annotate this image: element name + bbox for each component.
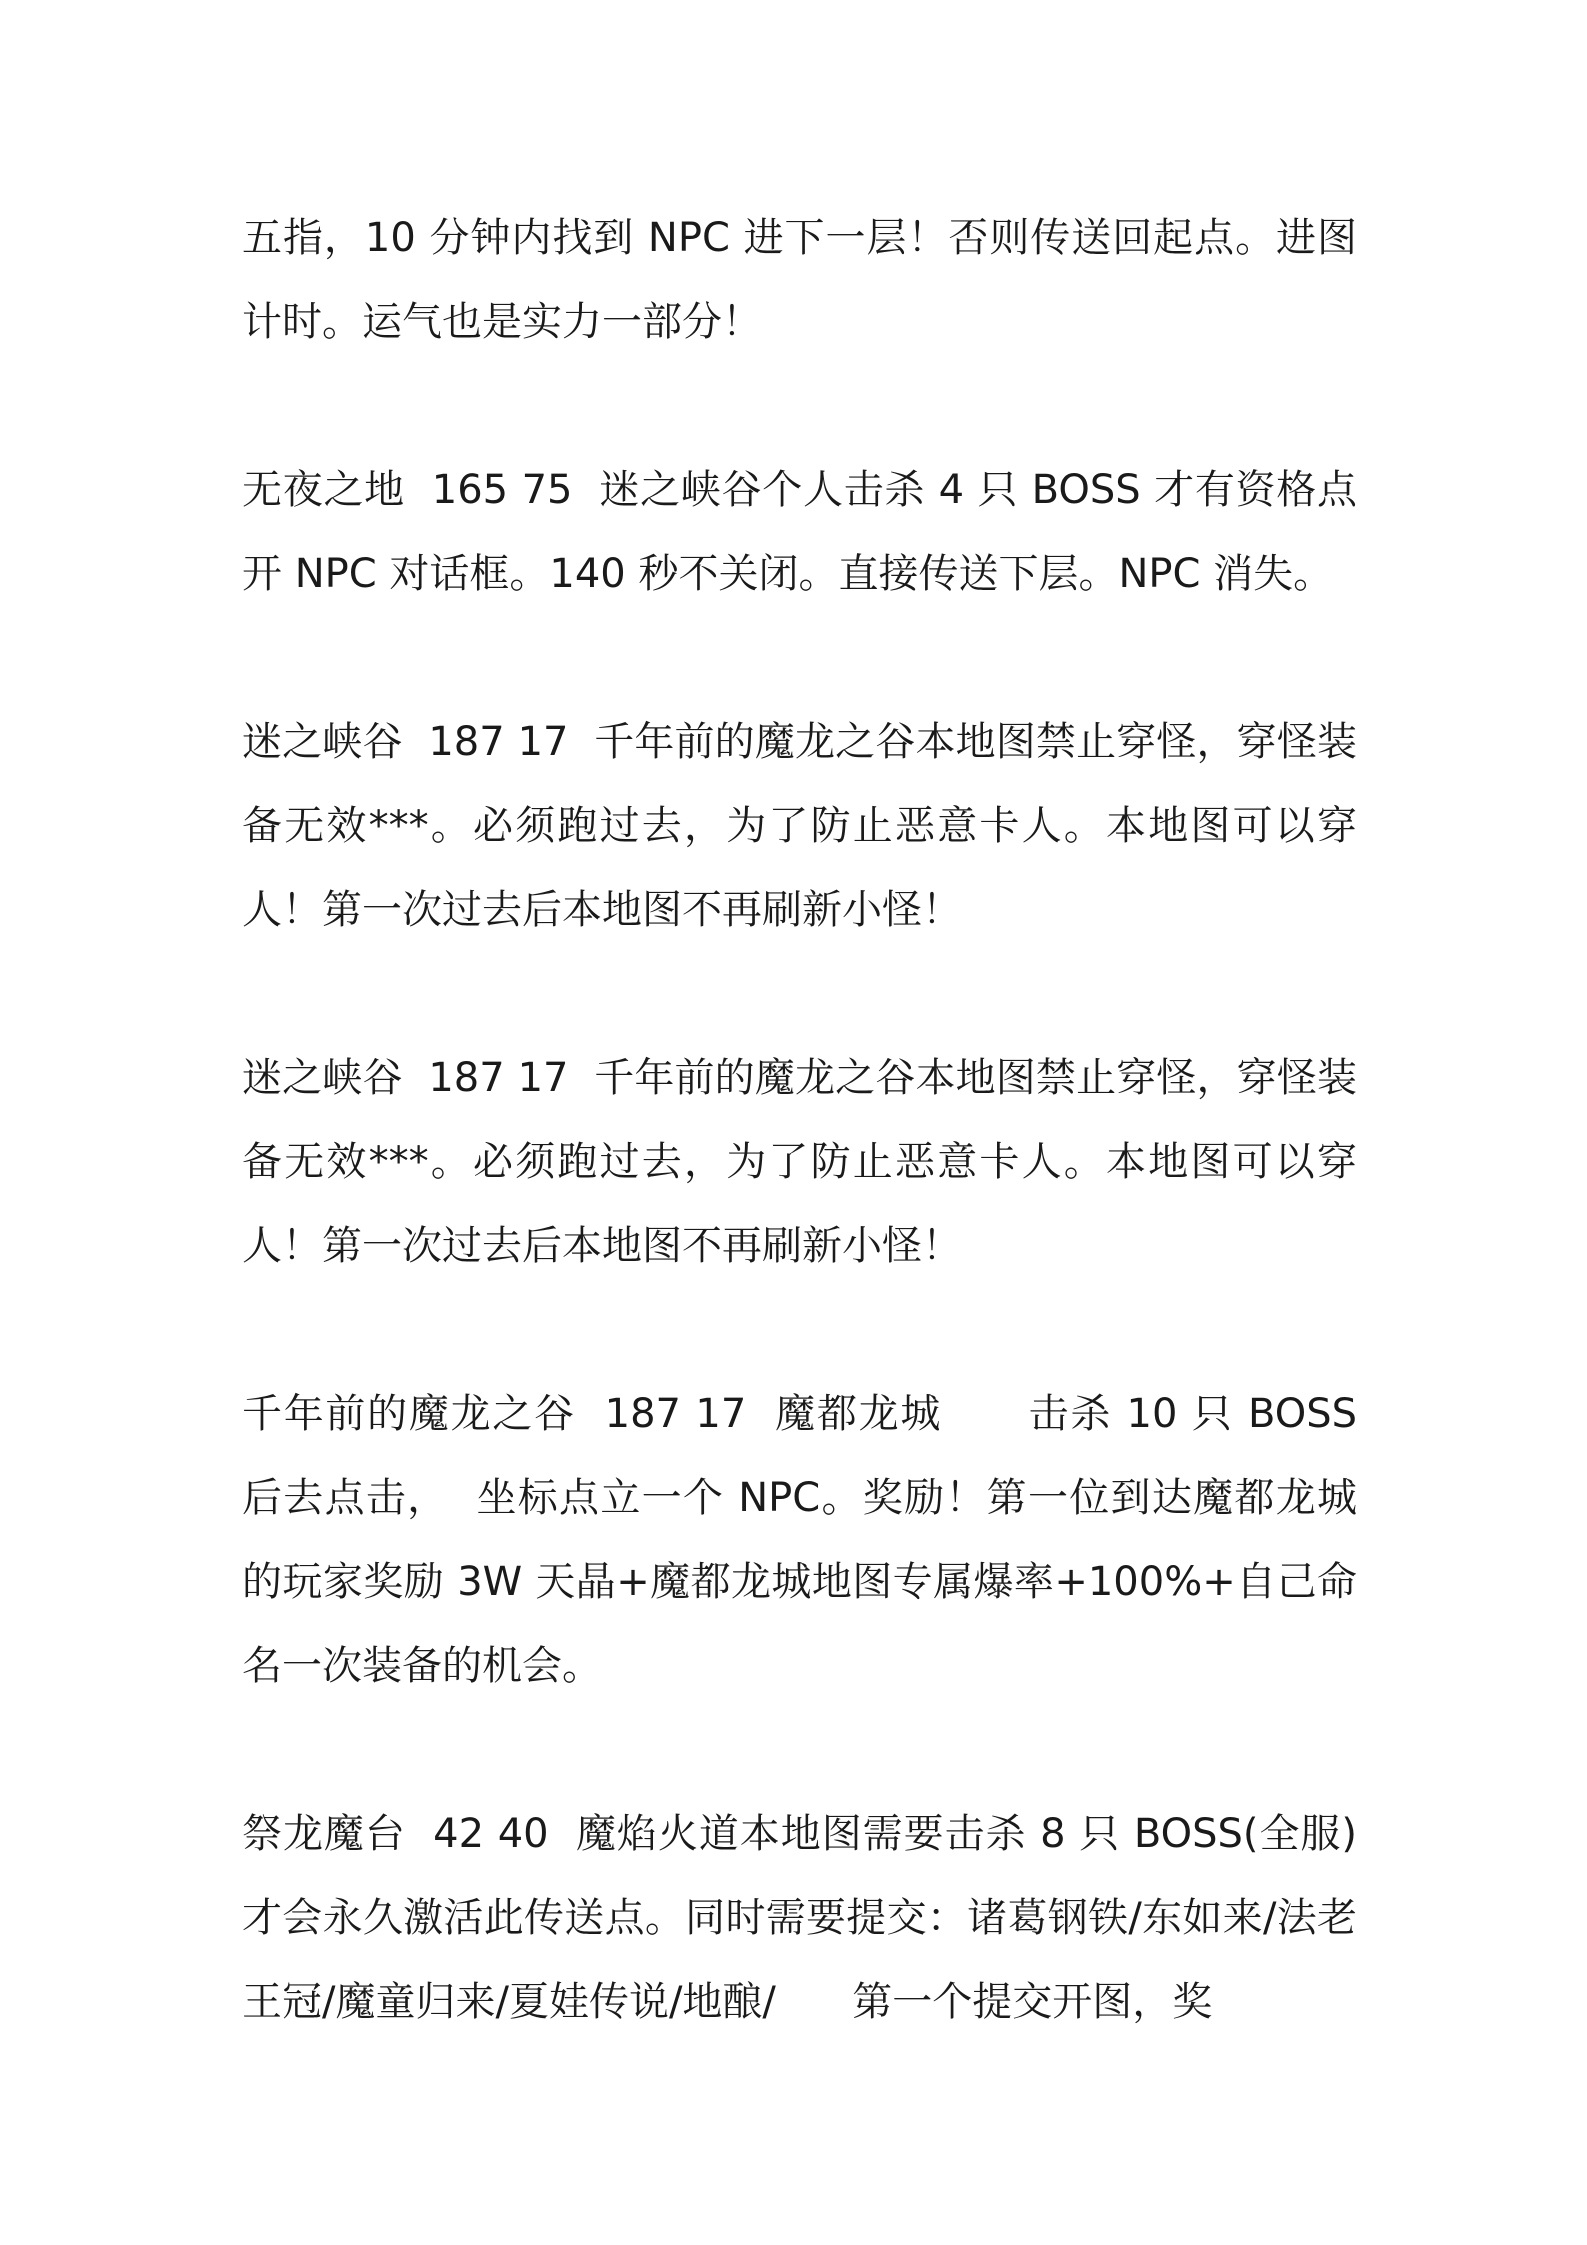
paragraph-nightless-land: 无夜之地 165 75 迷之峡谷个人击杀 4 只 BOSS 才有资格点开 NPC 对话框。140 秒不关闭。直接传送下层。NPC 消失。 — [242, 467, 1357, 597]
paragraph-ancient-dragon-valley: 千年前的魔龙之谷 187 17 魔都龙城 击杀 10 只 BOSS 后去点击， 坐标点立一个 NPC。奖励！第一位到达魔都龙城的玩家奖励 3W 天晶+魔都龙城地图专属爆率+100%+自己命名一次装备的机会。 — [242, 1391, 1370, 1689]
paragraph-mystery-canyon-2: 迷之峡谷 187 17 千年前的魔龙之谷本地图禁止穿怪，穿怪装备无效***。必须跑过去，为了防止恶意卡人。本地图可以穿人！第一次过去后本地图不再刷新小怪！ — [242, 1055, 1357, 1269]
paragraph-dragon-altar: 祭龙魔台 42 40 魔焰火道本地图需要击杀 8 只 BOSS(全服)才会永久激活此传送点。同时需要提交：诸葛钢铁/东如来/法老王冠/魔童归来/夏娃传说/地酿/ 第一个提交开图，奖 — [242, 1811, 1357, 2025]
paragraph-mystery-canyon-1: 迷之峡谷 187 17 千年前的魔龙之谷本地图禁止穿怪，穿怪装备无效***。必须跑过去，为了防止恶意卡人。本地图可以穿人！第一次过去后本地图不再刷新小怪！ — [242, 719, 1357, 933]
paragraph-five-fingers: 五指，10 分钟内找到 NPC 进下一层！否则传送回起点。进图计时。运气也是实力一部分！ — [242, 215, 1357, 345]
document-body — [242, 196, 1370, 2044]
